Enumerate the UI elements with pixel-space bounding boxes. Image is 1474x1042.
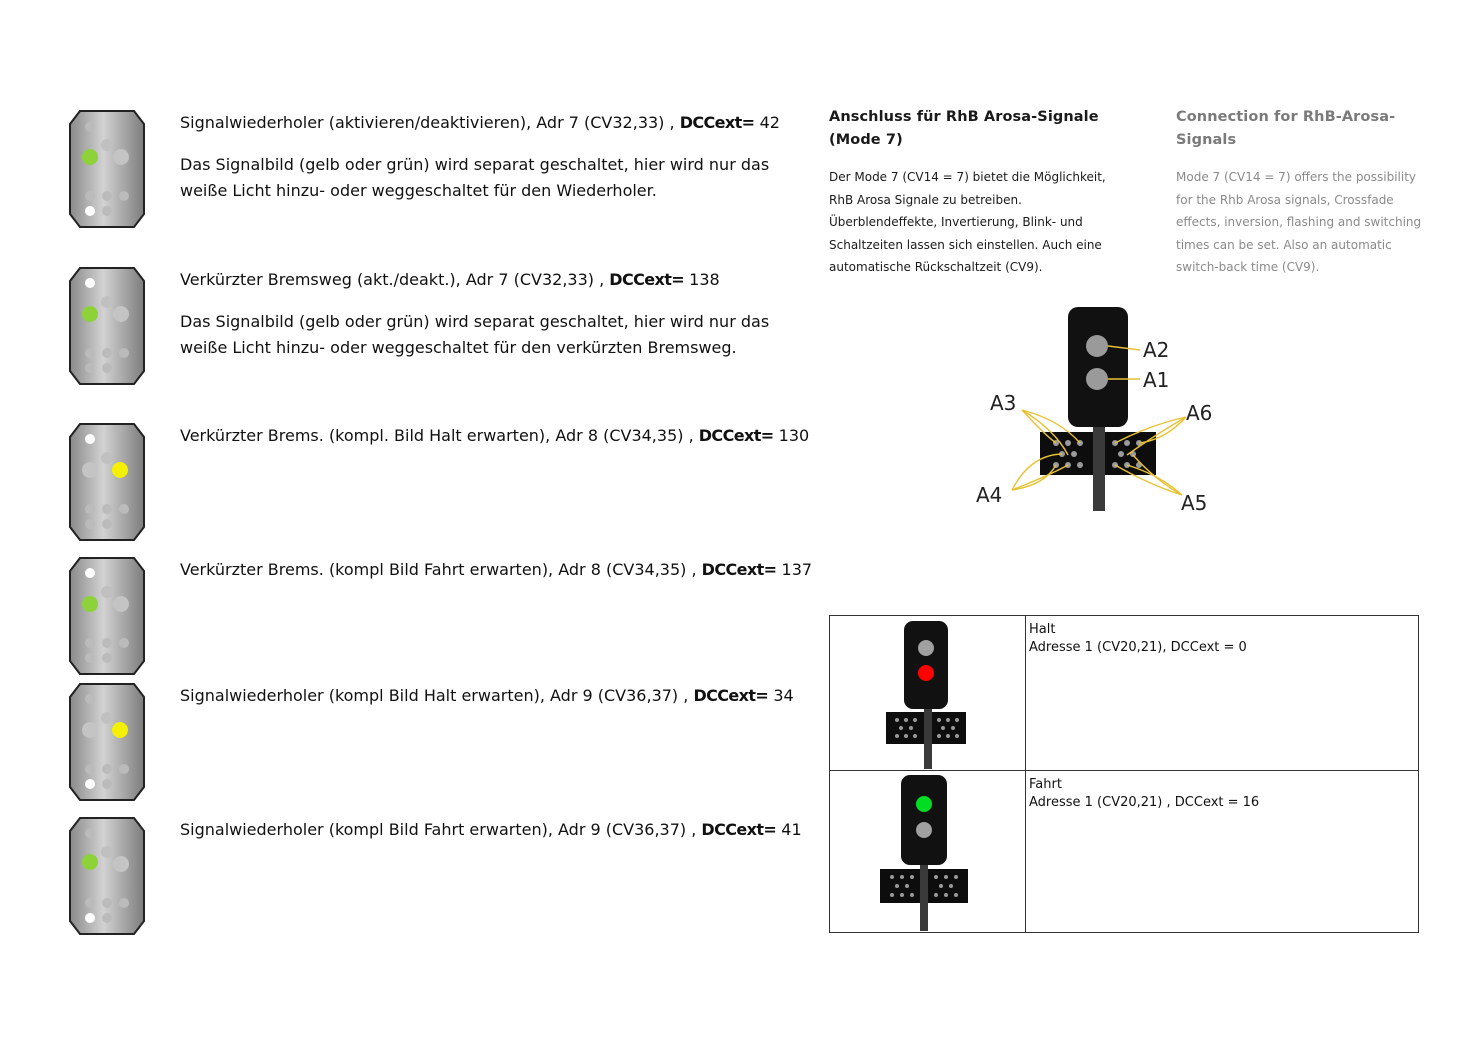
dcc-label: DCCext= bbox=[698, 426, 774, 445]
section-body: Mode 7 (CV14 = 7) offers the possibility for the Rhb Arosa signals, Crossfade effects, inversion, flashing and switching times can be set. Also an automatic switch-back time (CV9). bbox=[1176, 170, 1422, 274]
dcc-label: DCCext= bbox=[609, 270, 685, 289]
dcc-value: 137 bbox=[776, 560, 813, 579]
signal-aspect-4 bbox=[68, 557, 146, 675]
state-address: Adresse 1 (CV20,21), DCCext = 0 bbox=[1029, 640, 1247, 655]
arosa-wiring-diagram bbox=[960, 295, 1240, 525]
signal-entry-2 bbox=[180, 267, 780, 361]
label-a4: A4 bbox=[976, 483, 1003, 507]
label-a6: A6 bbox=[1186, 401, 1213, 425]
section-body: Der Mode 7 (CV14 = 7) bietet die Möglichkeit, RhB Arosa Signale zu betreiben. Überblendeffekte, Invertierung, Blink- und Schaltzeiten lassen sich einstellen. Auch eine automatische Rückschaltzeit (CV9). bbox=[829, 170, 1106, 274]
state-text bbox=[1029, 776, 1259, 812]
signal-entry-1 bbox=[180, 110, 780, 204]
signal-aspect-3 bbox=[68, 423, 146, 541]
fahrt-signal-icon bbox=[880, 775, 970, 933]
dcc-label: DCCext= bbox=[679, 113, 755, 132]
dcc-value: 41 bbox=[776, 820, 802, 839]
signal-title: Verkürzter Brems. (kompl Bild Fahrt erwarten), Adr 8 (CV34,35) , bbox=[180, 560, 702, 579]
label-a2: A2 bbox=[1143, 338, 1170, 362]
signal-entry-6 bbox=[180, 817, 802, 843]
halt-signal-icon bbox=[884, 621, 974, 771]
signal-aspect-2 bbox=[68, 267, 146, 385]
section-heading: Anschluss für RhB Arosa-Signale (Mode 7) bbox=[829, 109, 1099, 148]
signal-title: Signalwiederholer (kompl Bild Halt erwarten), Adr 9 (CV36,37) , bbox=[180, 686, 694, 705]
signal-title: Signalwiederholer (kompl Bild Fahrt erwarten), Adr 9 (CV36,37) , bbox=[180, 820, 702, 839]
signal-entry-5 bbox=[180, 683, 794, 709]
dcc-label: DCCext= bbox=[693, 686, 769, 705]
connection-german bbox=[829, 106, 1129, 279]
section-heading: Connection for RhB-Arosa-Signals bbox=[1176, 109, 1396, 148]
state-row-fahrt bbox=[830, 771, 1418, 932]
lamp-a1 bbox=[1086, 368, 1108, 390]
signal-aspect-1 bbox=[68, 110, 146, 228]
label-a5: A5 bbox=[1181, 491, 1208, 515]
signal-title: Signalwiederholer (aktivieren/deaktivieren), Adr 7 (CV32,33) , bbox=[180, 113, 680, 132]
signal-entry-3 bbox=[180, 423, 809, 449]
state-image-cell bbox=[830, 616, 1026, 770]
signal-head bbox=[1068, 307, 1128, 427]
state-name: Fahrt bbox=[1029, 777, 1062, 792]
state-address: Adresse 1 (CV20,21) , DCCext = 16 bbox=[1029, 795, 1260, 810]
dcc-value: 138 bbox=[684, 270, 720, 289]
signal-aspect-5 bbox=[68, 683, 146, 801]
dcc-value: 34 bbox=[768, 686, 794, 705]
signal-title: Verkürzter Brems. (kompl. Bild Halt erwarten), Adr 8 (CV34,35) , bbox=[180, 426, 699, 445]
signal-entry-4 bbox=[180, 557, 812, 583]
dcc-label: DCCext= bbox=[701, 820, 777, 839]
dcc-label: DCCext= bbox=[701, 560, 777, 579]
halt-lamp bbox=[918, 665, 934, 681]
state-text bbox=[1029, 621, 1247, 657]
dcc-value: 130 bbox=[773, 426, 810, 445]
signal-state-table bbox=[829, 615, 1419, 933]
label-a3: A3 bbox=[990, 391, 1017, 415]
signal-description: Das Signalbild (gelb oder grün) wird separat geschaltet, hier wird nur das weiße Licht hinzu- oder weggeschaltet für den verkürzten Bremsweg. bbox=[180, 312, 770, 357]
signal-description: Das Signalbild (gelb oder grün) wird separat geschaltet, hier wird nur das weiße Licht hinzu- oder weggeschaltet für den Wiederholer. bbox=[180, 155, 770, 200]
label-a1: A1 bbox=[1143, 368, 1170, 392]
dcc-value: 42 bbox=[754, 113, 780, 132]
state-name: Halt bbox=[1029, 622, 1056, 637]
lamp-a2 bbox=[1086, 335, 1108, 357]
signal-title: Verkürzter Bremsweg (akt./deakt.), Adr 7 (CV32,33) , bbox=[180, 270, 610, 289]
fahrt-lamp bbox=[916, 796, 932, 812]
signal-aspect-6 bbox=[68, 817, 146, 935]
connection-english bbox=[1176, 106, 1436, 279]
state-image-cell bbox=[830, 771, 1026, 932]
state-row-halt bbox=[830, 616, 1418, 771]
